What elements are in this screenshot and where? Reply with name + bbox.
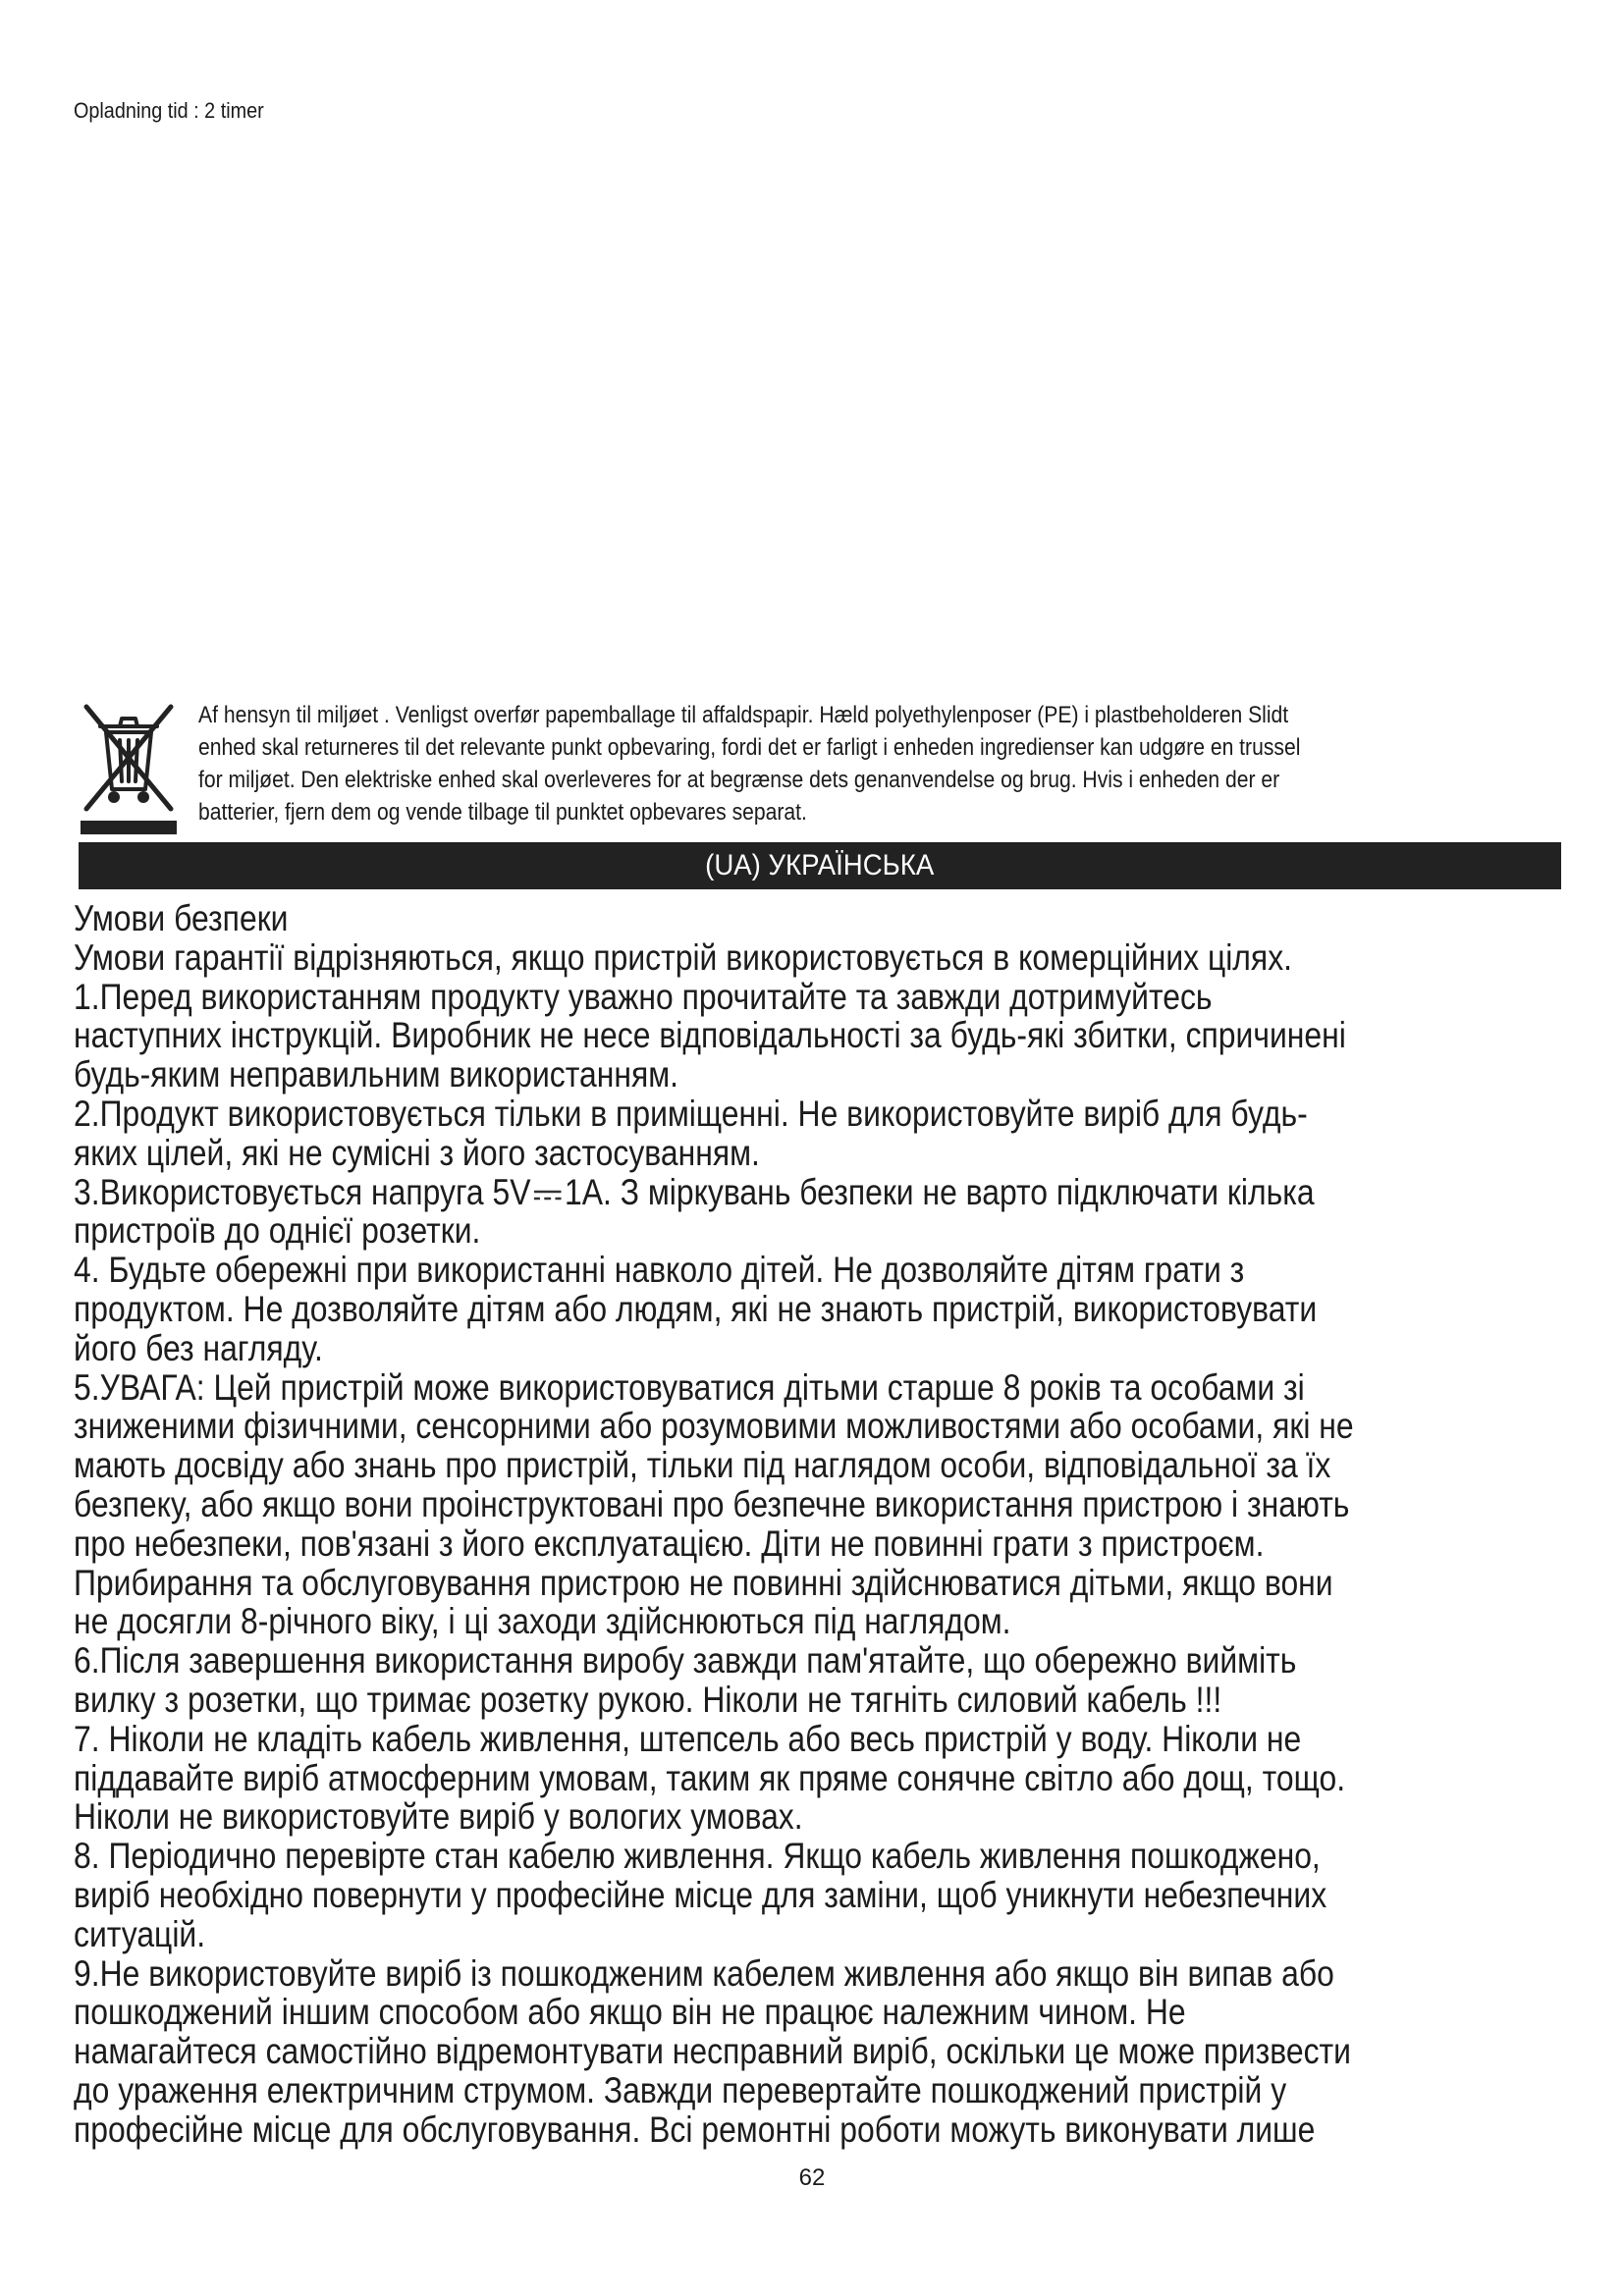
environment-notice-line: batterier, fjern dem og vende tilbage til punktet opbevares separat. <box>198 799 807 826</box>
safety-line: 4. Будьте обережні при використанні навколо дітей. Не дозволяйте дітям грати з <box>74 1250 1245 1291</box>
environment-notice <box>198 699 1573 828</box>
safety-line: 7. Ніколи не кладіть кабель живлення, штепсель або весь пристрій у воду. Ніколи не <box>74 1718 1302 1759</box>
safety-line: яких цілей, які не сумісні з його застосуванням. <box>74 1132 760 1173</box>
safety-line: будь-яким неправильним використанням. <box>74 1054 679 1095</box>
safety-line: ситуацій. <box>74 1913 206 1954</box>
safety-line: пошкоджений іншим способом або якщо він не працює належним чином. Не <box>74 1992 1186 2033</box>
crossed-out-wheelie-bin-icon <box>79 699 179 836</box>
safety-line: Умови безпеки <box>74 898 289 938</box>
environment-notice-line: enhed skal returneres til det relevante punkt opbevaring, fordi det er farligt i enheden ingredienser kan udgøre en trussel <box>198 734 1301 761</box>
safety-line: 1.Перед використанням продукту уважно прочитайте та завжди дотримуйтесь <box>74 976 1213 1017</box>
safety-line: Умови гарантії відрізняються, якщо пристрій використовується в комерційних цілях. <box>74 936 1293 978</box>
safety-line: виріб необхідно повернути у професійне місце для заміни, щоб уникнути небезпечних <box>74 1874 1327 1915</box>
safety-line: мають досвіду або знань про пристрій, тільки під наглядом особи, відповідальної за їх <box>74 1445 1331 1486</box>
environment-notice-line: Af hensyn til miljøet . Venligst overfør papemballage til affaldspapir. Hæld polyethylenposer (PE) i plastbeholderen Slidt <box>198 702 1289 728</box>
voltage-text-before: 3.Використовується напруга 5V <box>74 1171 531 1212</box>
environment-notice-line: for miljøet. Den elektriske enhed skal overleveres for at begrænse dets genanvendelse og brug. Hvis i enheden der er <box>198 767 1280 793</box>
safety-line: намагайтеся самостійно відремонтувати несправний виріб, оскільки це може призвести <box>74 2031 1351 2072</box>
safety-instructions <box>74 899 1624 2150</box>
charging-time-text: Opladning tid : 2 timer <box>74 98 264 123</box>
safety-line: не досягли 8-річного віку, і ці заходи здійснюються під наглядом. <box>74 1601 1011 1642</box>
safety-line: 8. Періодично перевірте стан кабелю живлення. Якщо кабель живлення пошкоджено, <box>74 1836 1321 1877</box>
voltage-text-after: 1A. З міркувань безпеки не варто підключати кілька <box>564 1171 1315 1212</box>
safety-line: пристроїв до однієї розетки. <box>74 1210 481 1252</box>
safety-line: про небезпеки, пов'язані з його експлуатацією. Діти не повинні грати з пристроєм. <box>74 1522 1265 1564</box>
safety-line: вилку з розетки, що тримає розетку рукою. Ніколи не тягніть силовий кабель !!! <box>74 1679 1222 1720</box>
safety-line: безпеку, або якщо вони проінструктовані про безпечне використання пристрою і знають <box>74 1483 1350 1524</box>
page-number: 62 <box>798 2164 826 2191</box>
safety-line: зниженими фізичними, сенсорними або розумовими можливостями або особами, які не <box>74 1406 1354 1447</box>
safety-line: піддавайте виріб атмосферним умовам, таким як пряме сонячне світло або дощ, тощо. <box>74 1757 1346 1798</box>
safety-line: Прибирання та обслуговування пристрою не повинні здійснюватися дітьми, якщо вони <box>74 1562 1333 1603</box>
safety-line: професійне місце для обслуговування. Всі ремонтні роботи можуть виконувати лише <box>74 2109 1316 2150</box>
safety-line: Ніколи не використовуйте виріб у вологих умовах. <box>74 1796 803 1838</box>
safety-line: 5.УВАГА: Цей пристрій може використовуватися дітьми старше 8 років та особами зі <box>74 1366 1305 1408</box>
section-header-ukrainian <box>79 842 1561 889</box>
safety-line: 6.Після завершення використання виробу завжди пам'ятайте, що обережно вийміть <box>74 1640 1297 1682</box>
dc-current-icon <box>532 1186 563 1203</box>
safety-line: його без нагляду. <box>74 1327 323 1368</box>
safety-line: продуктом. Не дозволяйте дітям або людям, які не знають пристрій, використовувати <box>74 1288 1318 1329</box>
safety-line: 2.Продукт використовується тільки в приміщенні. Не використовуйте виріб для будь- <box>74 1093 1308 1134</box>
safety-line-voltage <box>74 1173 1411 1212</box>
section-title: (UA) УКРАЇНСЬКА <box>705 849 935 881</box>
safety-line: до ураження електричним струмом. Завжди перевертайте пошкоджений пристрій у <box>74 2069 1287 2110</box>
safety-line: 9.Не використовуйте виріб із пошкодженим кабелем живлення або якщо він випав або <box>74 1952 1334 1994</box>
safety-line: наступних інструкцій. Виробник не несе відповідальності за будь-які збитки, спричинені <box>74 1015 1346 1056</box>
